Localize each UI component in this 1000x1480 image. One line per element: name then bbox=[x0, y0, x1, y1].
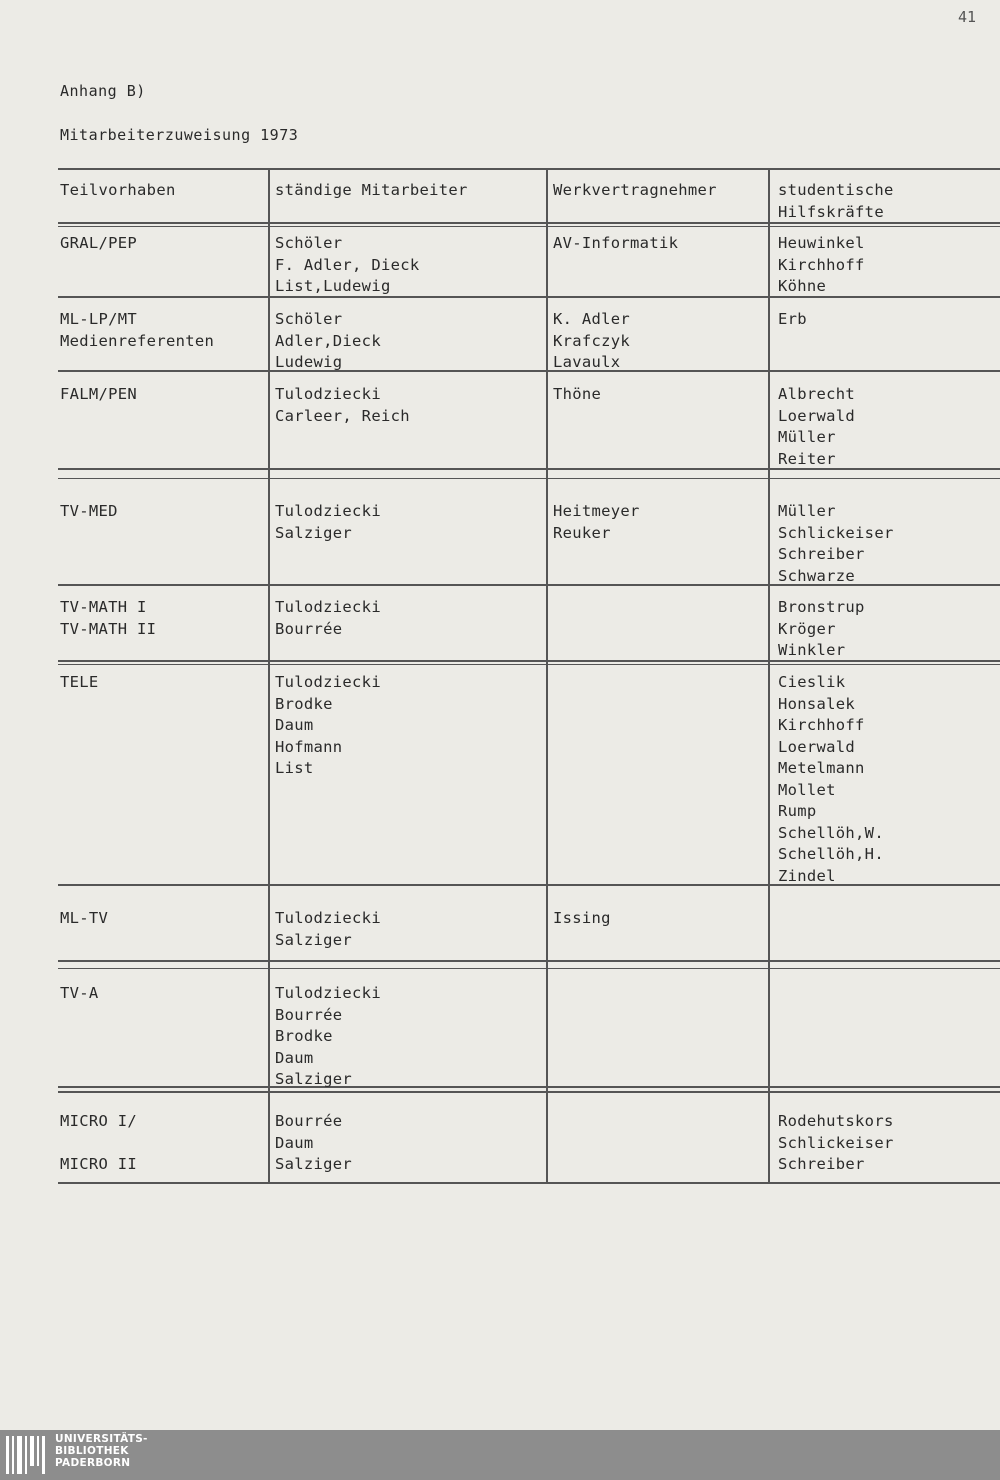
library-logo-icon bbox=[6, 1434, 50, 1476]
cell-staendige: Tulodziecki Salziger bbox=[275, 502, 381, 542]
cell-werkvertrag: K. Adler Krafczyk Lavaulx bbox=[553, 310, 631, 371]
cell-staendige: Schöler Adler,Dieck Ludewig bbox=[275, 310, 381, 371]
table-rule bbox=[58, 1086, 1000, 1088]
cell-staendige: Tulodziecki Bourrée Brodke Daum Salziger bbox=[275, 984, 381, 1088]
cell-studentisch: Rodehutskors Schlickeiser Schreiber bbox=[778, 1112, 894, 1173]
table-rule bbox=[58, 226, 1000, 227]
header-werkvertragnehmer: Werkvertragnehmer bbox=[553, 181, 717, 199]
table-rule bbox=[58, 1091, 1000, 1093]
table-rule bbox=[58, 1182, 1000, 1184]
cell-studentisch: Müller Schlickeiser Schreiber Schwarze bbox=[778, 502, 894, 585]
table-rule bbox=[58, 468, 1000, 470]
column-rule bbox=[268, 168, 270, 1182]
cell-teilvorhaben: MICRO I/ MICRO II bbox=[60, 1112, 138, 1173]
cell-teilvorhaben: TV-MED bbox=[60, 502, 118, 520]
cell-staendige: Tulodziecki Bourrée bbox=[275, 598, 381, 638]
table-rule bbox=[58, 478, 1000, 479]
table-rule bbox=[58, 370, 1000, 372]
table-rule bbox=[58, 968, 1000, 969]
cell-teilvorhaben: ML-LP/MT Medienreferenten bbox=[60, 310, 215, 350]
column-rule bbox=[546, 168, 548, 1182]
cell-studentisch: Cieslik Honsalek Kirchhoff Loerwald Metelmann Mollet Rump Schellöh,W. Schellöh,H. Zindel bbox=[778, 673, 884, 885]
cell-teilvorhaben: ML-TV bbox=[60, 909, 109, 927]
page-number: 41 bbox=[958, 8, 977, 26]
cell-studentisch: Heuwinkel Kirchhoff Köhne bbox=[778, 234, 865, 295]
header-studentische-hilfskraefte: studentische Hilfskräfte bbox=[778, 181, 894, 221]
library-footer-band bbox=[0, 1430, 1000, 1480]
cell-studentisch: Albrecht Loerwald Müller Reiter bbox=[778, 385, 856, 468]
header-staendige-mitarbeiter: ständige Mitarbeiter bbox=[275, 181, 468, 199]
cell-teilvorhaben: TV-MATH I TV-MATH II bbox=[60, 598, 157, 638]
cell-werkvertrag: Heitmeyer Reuker bbox=[553, 502, 640, 542]
table-rule bbox=[58, 168, 1000, 170]
cell-werkvertrag: Issing bbox=[553, 909, 611, 927]
cell-teilvorhaben: TELE bbox=[60, 673, 99, 691]
cell-studentisch: Bronstrup Kröger Winkler bbox=[778, 598, 865, 659]
cell-werkvertrag: AV-Informatik bbox=[553, 234, 679, 252]
column-rule bbox=[768, 168, 770, 1182]
cell-staendige: Tulodziecki Brodke Daum Hofmann List bbox=[275, 673, 381, 777]
cell-teilvorhaben: GRAL/PEP bbox=[60, 234, 138, 252]
table-rule bbox=[58, 960, 1000, 962]
table-rule bbox=[58, 664, 1000, 665]
document-title: Mitarbeiterzuweisung 1973 bbox=[60, 126, 299, 144]
header-teilvorhaben: Teilvorhaben bbox=[60, 181, 176, 199]
cell-teilvorhaben: TV-A bbox=[60, 984, 99, 1002]
cell-staendige: Tulodziecki Salziger bbox=[275, 909, 381, 949]
cell-staendige: Schöler F. Adler, Dieck List,Ludewig bbox=[275, 234, 420, 295]
cell-studentisch: Erb bbox=[778, 310, 807, 328]
cell-teilvorhaben: FALM/PEN bbox=[60, 385, 138, 403]
library-logo-text: UNIVERSITÄTS- BIBLIOTHEK PADERBORN bbox=[55, 1433, 148, 1469]
cell-staendige: Bourrée Daum Salziger bbox=[275, 1112, 353, 1173]
cell-staendige: Tulodziecki Carleer, Reich bbox=[275, 385, 410, 425]
appendix-label: Anhang B) bbox=[60, 82, 146, 100]
cell-werkvertrag: Thöne bbox=[553, 385, 602, 403]
